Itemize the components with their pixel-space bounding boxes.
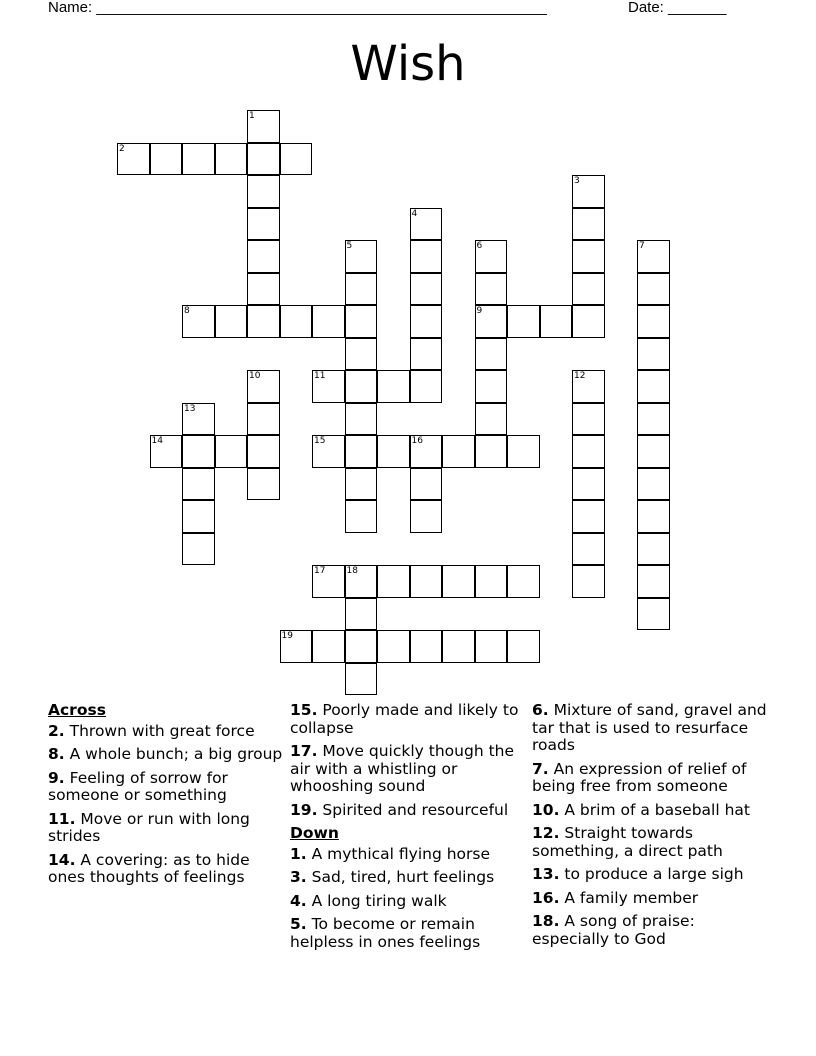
grid-cell[interactable] <box>475 630 508 663</box>
clue-number-label: 7 <box>639 241 645 251</box>
grid-cell[interactable] <box>637 500 670 533</box>
grid-cell[interactable] <box>247 273 280 306</box>
grid-cell[interactable] <box>572 403 605 436</box>
grid-cell[interactable] <box>410 565 443 598</box>
clue-down-7 <box>532 761 768 796</box>
clue-number: 3. <box>290 868 307 886</box>
grid-cell[interactable] <box>345 370 378 403</box>
clue-number: 14. <box>48 850 76 869</box>
grid-cell[interactable] <box>280 305 313 338</box>
clue-text: Thrown with great force <box>69 721 255 740</box>
grid-cell[interactable] <box>410 305 443 338</box>
clue-number: 10. <box>532 800 560 819</box>
clue-number: 13. <box>532 865 560 883</box>
grid-cell[interactable] <box>280 630 313 663</box>
clue-number-label: 2 <box>119 143 125 154</box>
grid-cell[interactable] <box>280 143 313 176</box>
clue-number: 16. <box>532 888 560 907</box>
grid-cell[interactable] <box>507 565 540 598</box>
grid-cell[interactable] <box>345 338 378 371</box>
clue-number: 18. <box>532 912 560 930</box>
clue-down-5 <box>290 916 522 951</box>
grid-cell[interactable] <box>345 598 378 631</box>
grid-cell[interactable] <box>247 305 280 338</box>
grid-cell[interactable] <box>182 500 215 533</box>
clue-number: 4. <box>290 891 307 910</box>
grid-cell[interactable] <box>410 500 443 533</box>
clue-down-1 <box>290 846 522 864</box>
grid-cell[interactable] <box>410 435 443 468</box>
grid-cell[interactable] <box>247 435 280 468</box>
clue-text: A long tiring walk <box>311 891 447 910</box>
clue-text: Move quickly though the air with a whistling or whooshing sound <box>290 742 515 795</box>
grid-cell[interactable] <box>637 370 670 403</box>
clue-text: A mythical flying horse <box>311 844 491 863</box>
clue-down-13 <box>532 866 768 884</box>
grid-cell[interactable] <box>312 305 345 338</box>
grid-cell[interactable] <box>410 273 443 306</box>
clue-column-3 <box>532 702 768 954</box>
grid-cell[interactable] <box>442 630 475 663</box>
grid-cell[interactable] <box>150 143 183 176</box>
clue-number: 5. <box>290 915 307 933</box>
grid-cell[interactable] <box>410 338 443 371</box>
grid-cell[interactable] <box>247 240 280 273</box>
clue-text: A brim of a baseball hat <box>564 800 750 819</box>
clue-text: An expression of relief of being free from someone <box>532 759 747 795</box>
grid-cell[interactable] <box>345 500 378 533</box>
clue-text: Poorly made and likely to collapse <box>290 701 519 737</box>
grid-cell[interactable] <box>247 110 280 143</box>
grid-cell[interactable] <box>182 468 215 501</box>
grid-cell[interactable] <box>182 533 215 566</box>
clue-across-2 <box>48 723 288 741</box>
clue-down-4 <box>290 893 522 911</box>
clue-text: Move or run with long strides <box>48 809 250 845</box>
clue-number: 12. <box>532 824 560 842</box>
clue-number-label: 15 <box>314 436 326 446</box>
grid-cell[interactable] <box>475 273 508 306</box>
clue-column-1 <box>48 702 288 893</box>
clue-number-label: 3 <box>574 176 580 186</box>
grid-cell[interactable] <box>572 500 605 533</box>
grid-cell[interactable] <box>572 370 605 403</box>
clue-number: 6. <box>532 701 549 719</box>
clue-number-label: 5 <box>346 241 353 251</box>
grid-cell[interactable] <box>637 533 670 566</box>
grid-cell[interactable] <box>377 630 410 663</box>
clue-number: 15. <box>290 701 318 719</box>
clue-text: Feeling of sorrow for someone or something <box>48 768 228 804</box>
clue-down-3 <box>290 869 522 887</box>
grid-cell[interactable] <box>247 468 280 501</box>
grid-cell[interactable] <box>150 435 183 468</box>
name-field[interactable]: Name: ______________________________________________________ <box>48 0 547 16</box>
clue-across-15 <box>290 702 522 737</box>
clue-number: 11. <box>48 809 76 828</box>
clue-number-label: 12 <box>574 371 586 381</box>
grid-cell[interactable] <box>410 240 443 273</box>
grid-cell[interactable] <box>182 143 215 176</box>
grid-cell[interactable] <box>507 435 540 468</box>
clue-number-label: 18 <box>346 566 358 576</box>
clue-number-label: 6 <box>476 241 483 251</box>
grid-cell[interactable] <box>442 565 475 598</box>
clue-across-19 <box>290 802 522 820</box>
grid-cell[interactable] <box>215 143 248 176</box>
clue-down-18 <box>532 913 768 948</box>
clue-across-8 <box>48 746 288 764</box>
grid-cell[interactable] <box>345 435 378 468</box>
clue-number-label: 13 <box>184 403 196 414</box>
grid-cell[interactable] <box>345 305 378 338</box>
date-field[interactable]: Date: _______ <box>628 0 727 16</box>
grid-cell[interactable] <box>442 435 475 468</box>
grid-cell[interactable] <box>410 208 443 241</box>
clue-text: To become or remain helpless in ones feelings <box>290 915 481 951</box>
grid-cell[interactable] <box>215 305 248 338</box>
down-heading: Down <box>290 824 339 842</box>
grid-cell[interactable] <box>215 435 248 468</box>
grid-cell[interactable] <box>507 305 540 338</box>
clue-number-label: 8 <box>184 306 190 316</box>
grid-cell[interactable] <box>182 305 215 338</box>
clue-number: 9. <box>48 768 65 787</box>
grid-cell[interactable] <box>637 565 670 598</box>
clue-column-2 <box>290 702 522 957</box>
grid-cell[interactable] <box>345 468 378 501</box>
grid-cell[interactable] <box>572 468 605 501</box>
grid-cell[interactable] <box>540 305 573 338</box>
clue-down-12 <box>532 825 768 860</box>
grid-cell[interactable] <box>117 143 150 176</box>
clue-number-label: 1 <box>249 111 255 121</box>
clue-number: 7. <box>532 759 549 778</box>
grid-cell[interactable] <box>377 435 410 468</box>
grid-cell[interactable] <box>475 338 508 371</box>
grid-cell[interactable] <box>572 175 605 208</box>
clue-number-label: 10 <box>249 371 261 381</box>
clue-number-label: 4 <box>411 208 418 219</box>
grid-cell[interactable] <box>312 370 345 403</box>
grid-cell[interactable] <box>475 565 508 598</box>
across-heading: Across <box>48 701 106 719</box>
grid-cell[interactable] <box>475 370 508 403</box>
grid-cell[interactable] <box>182 403 215 436</box>
clue-number-label: 11 <box>314 371 326 381</box>
grid-cell[interactable] <box>312 435 345 468</box>
grid-cell[interactable] <box>572 435 605 468</box>
grid-cell[interactable] <box>247 143 280 176</box>
grid-cell[interactable] <box>572 273 605 306</box>
grid-cell[interactable] <box>247 403 280 436</box>
clue-text: to produce a large sigh <box>564 865 744 883</box>
clue-number: 8. <box>48 745 65 763</box>
grid-cell[interactable] <box>247 370 280 403</box>
clue-number: 1. <box>290 844 307 863</box>
grid-cell[interactable] <box>345 630 378 663</box>
clue-text: A family member <box>564 888 699 907</box>
grid-cell[interactable] <box>507 630 540 663</box>
grid-cell[interactable] <box>247 208 280 241</box>
grid-cell[interactable] <box>312 565 345 598</box>
grid-cell[interactable] <box>345 273 378 306</box>
grid-cell[interactable] <box>312 630 345 663</box>
grid-cell[interactable] <box>572 305 605 338</box>
clue-number: 2. <box>48 721 65 740</box>
grid-cell[interactable] <box>475 435 508 468</box>
clue-across-11 <box>48 811 288 846</box>
clue-down-6 <box>532 702 768 755</box>
grid-cell[interactable] <box>572 208 605 241</box>
grid-cell[interactable] <box>345 403 378 436</box>
clue-text: Straight towards something, a direct path <box>532 824 723 860</box>
grid-cell[interactable] <box>475 403 508 436</box>
grid-cell[interactable] <box>637 240 670 273</box>
clue-text: Spirited and resourceful <box>322 800 509 819</box>
grid-cell[interactable] <box>637 338 670 371</box>
grid-cell[interactable] <box>637 598 670 631</box>
grid-cell[interactable] <box>637 468 670 501</box>
grid-cell[interactable] <box>475 240 508 273</box>
grid-cell[interactable] <box>345 565 378 598</box>
puzzle-title: Wish <box>350 36 466 92</box>
clue-across-17 <box>290 743 522 796</box>
grid-cell[interactable] <box>377 565 410 598</box>
grid-cell[interactable] <box>410 630 443 663</box>
grid-cell[interactable] <box>377 370 410 403</box>
grid-cell[interactable] <box>345 663 378 696</box>
clue-text: Mixture of sand, gravel and tar that is used to resurface roads <box>532 701 767 754</box>
grid-cell[interactable] <box>182 435 215 468</box>
grid-cell[interactable] <box>410 370 443 403</box>
clue-down-10 <box>532 802 768 820</box>
clue-text: A covering: as to hide ones thoughts of feelings <box>48 850 250 886</box>
grid-cell[interactable] <box>637 435 670 468</box>
clue-across-9 <box>48 770 288 805</box>
grid-cell[interactable] <box>572 533 605 566</box>
grid-cell[interactable] <box>637 305 670 338</box>
grid-cell[interactable] <box>475 305 508 338</box>
clue-number-label: 9 <box>476 306 483 316</box>
clue-number: 17. <box>290 742 318 760</box>
grid-cell[interactable] <box>247 175 280 208</box>
grid-cell[interactable] <box>572 240 605 273</box>
grid-cell[interactable] <box>572 565 605 598</box>
clue-across-14 <box>48 852 288 887</box>
clue-number-label: 14 <box>151 436 163 446</box>
clue-number-label: 19 <box>281 631 293 641</box>
grid-cell[interactable] <box>637 403 670 436</box>
clue-number-label: 17 <box>314 566 326 576</box>
clue-text: Sad, tired, hurt feelings <box>311 868 495 886</box>
clue-number: 19. <box>290 800 318 819</box>
grid-cell[interactable] <box>410 468 443 501</box>
clue-text: A whole bunch; a big group <box>69 745 283 763</box>
clue-number-label: 16 <box>411 436 423 446</box>
clue-text: A song of praise: especially to God <box>532 912 695 948</box>
grid-cell[interactable] <box>637 273 670 306</box>
grid-cell[interactable] <box>345 240 378 273</box>
clue-down-16 <box>532 890 768 908</box>
